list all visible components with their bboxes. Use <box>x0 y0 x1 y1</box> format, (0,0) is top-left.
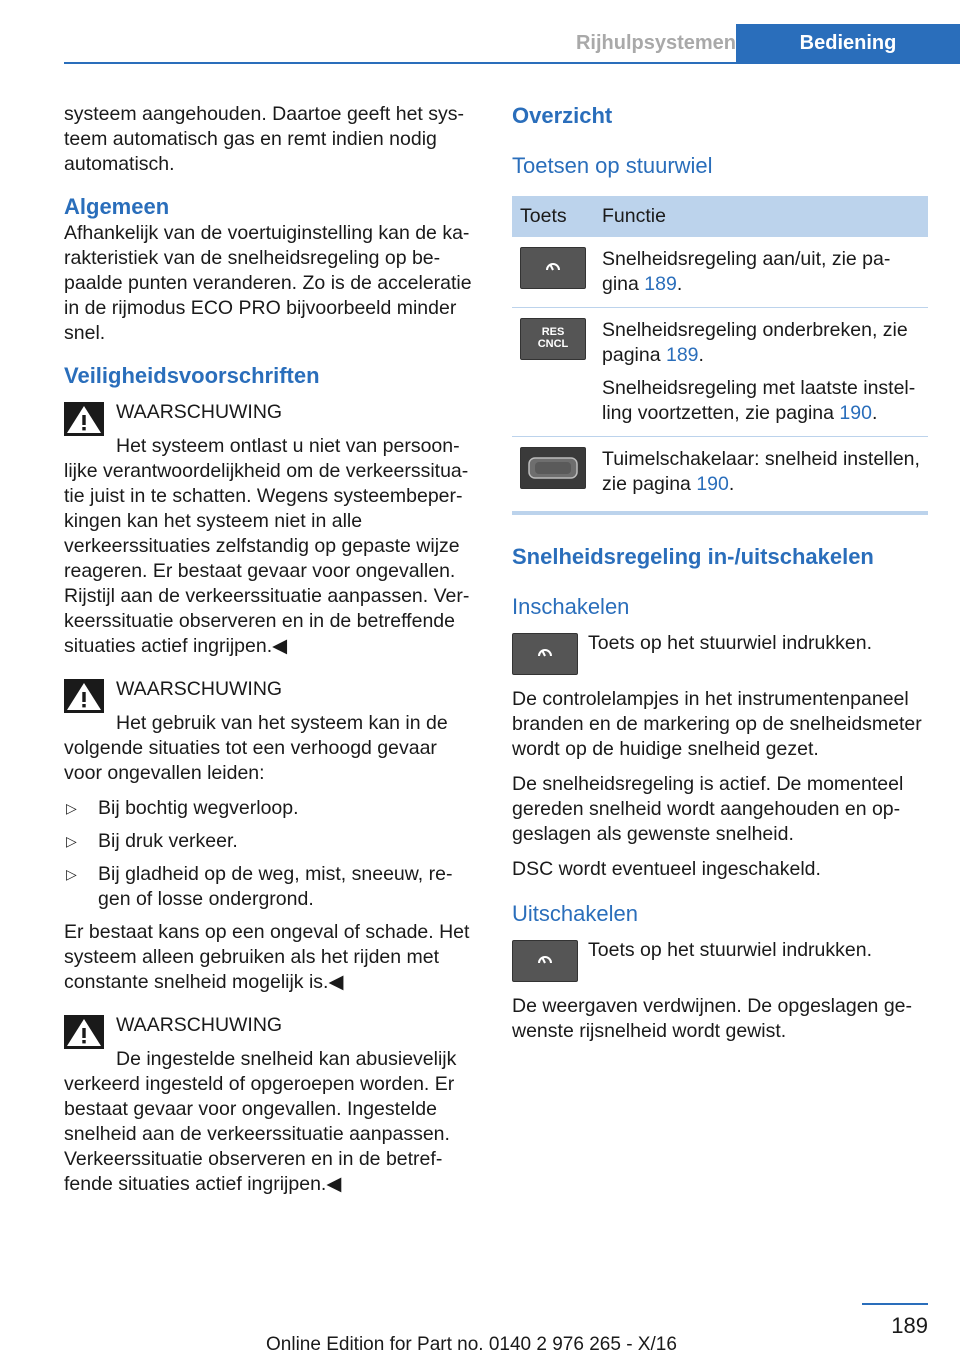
safety-heading: Veiligheidsvoorschriften <box>64 363 320 388</box>
keys-table <box>512 196 928 515</box>
function-text: Snelheidsregeling onderbreken, zie pagina <box>602 319 908 366</box>
off-key-instruction <box>512 938 928 978</box>
warning-text: De ingestelde snelheid kan abusievelijk verkeerd ingesteld of opgeroepen worden. Er bestaat gevaar voor ongevallen. Ingestelde snelheid aan de verkeerssituatie aanpassen. Verkeerssituatie observeren en in de betreffende situaties actief ingrijpen.◀ <box>64 1048 457 1195</box>
off-heading: Uitschakelen <box>512 901 638 926</box>
warning-triangle-icon <box>64 679 104 713</box>
key-cell <box>512 437 594 514</box>
page-link[interactable]: 190 <box>839 402 872 424</box>
warning-text: Het gebruik van het systeem kan in de volgende situaties tot een verhoogd gevaar voor ongevallen leiden: <box>64 712 448 784</box>
on-key-text: Toets op het stuurwiel indrukken. <box>588 632 872 654</box>
list-item-text: Bij gladheid op de weg, mist, sneeuw, regen of losse ondergrond. <box>98 863 453 910</box>
warning-text: Het systeem ontlast u niet van persoonlijke verantwoordelijkheid om de verkeerssituatie juist in te schatten. Wegens systeembeperkingen kan het systeem niet in alle verkeerssituaties zelfstandig op gepaste wijze reageren. Er bestaat gevaar voor ongevallen. Rijstijl aan de verkeerssituatie aanpassen. Verkeerssituatie observeren en in de betreffende situaties actief ingrijpen.◀ <box>64 435 470 657</box>
header-section: Rijhulpsystemen <box>575 32 736 54</box>
triangle-bullet-icon: ▷ <box>66 866 77 882</box>
function-cell <box>594 437 928 514</box>
function-text: Snelheidsregeling met laatste instelling voortzetten, zie pagina <box>602 377 916 424</box>
triangle-bullet-icon: ▷ <box>66 833 77 849</box>
page-link[interactable]: 189 <box>665 344 699 366</box>
intro-paragraph: systeem aangehouden. Daartoe geeft het systeem automatisch gas en remt indien nodig automatisch. <box>64 103 465 175</box>
cruise-control-icon <box>512 940 578 982</box>
triangle-bullet-icon: ▷ <box>66 800 77 816</box>
keys-heading: Toetsen op stuurwiel <box>512 153 713 178</box>
cruise-control-icon <box>512 633 578 675</box>
on-key-instruction <box>512 631 928 671</box>
table-row <box>512 237 928 308</box>
res-cncl-icon <box>520 318 586 360</box>
cncl-label: CNCL <box>537 338 569 350</box>
list-item-text: Bij bochtig wegverloop. <box>98 797 299 819</box>
left-column <box>64 102 478 1207</box>
punctuation: . <box>871 402 878 424</box>
general-heading: Algemeen <box>64 194 170 219</box>
warning-triangle-icon <box>64 1015 104 1049</box>
on-paragraph: DSC wordt eventueel ingeschakeld. <box>512 858 821 880</box>
list-item <box>64 862 478 912</box>
list-item-text: Bij druk verkeer. <box>98 830 238 852</box>
table-row <box>512 437 928 514</box>
right-column <box>512 102 928 1054</box>
warning-1 <box>64 400 478 440</box>
on-paragraph: De snelheidsregeling is actief. De momenteel gereden snelheid wordt aangehouden en opgeslagen als gewenste snelheid. <box>512 773 904 845</box>
warning-2 <box>64 677 478 717</box>
edition-note: Online Edition for Part no. 0140 2 976 265 - X/16 <box>266 1334 677 1355</box>
function-text: Tuimelschakelaar: snelheid instellen, zie pagina <box>602 448 920 495</box>
key-cell <box>512 237 594 308</box>
off-paragraph: De weergaven verdwijnen. De opgeslagen gewenste rijsnelheid wordt gewist. <box>512 995 913 1042</box>
footer-divider <box>862 1303 928 1305</box>
cruise-control-icon <box>520 247 586 289</box>
table-row <box>512 308 928 437</box>
rocker-switch-icon <box>520 447 586 489</box>
general-paragraph: Afhankelijk van de voertuiginstelling kan de karakteristiek van de snelheidsregeling op bepaalde punten veranderen. Zo is de acceleratie in de rijmodus ECO PRO bijvoorbeeld minder snel. <box>64 222 472 344</box>
column-header-function: Functie <box>594 196 928 237</box>
warning-title: WAARSCHUWING <box>116 1014 283 1036</box>
res-label: RES <box>541 326 565 338</box>
on-heading: Inschakelen <box>512 594 630 619</box>
key-cell <box>512 308 594 437</box>
onoff-heading: Snelheidsregeling in-/uitschakelen <box>512 544 874 569</box>
list-item <box>64 829 478 854</box>
on-paragraph: De controlelampjes in het instrumentenpaneel branden en de markering op de snelheidsmeter wordt op de huidige snelheid gezet. <box>512 688 922 760</box>
function-cell <box>594 308 928 437</box>
bullet-list <box>64 796 478 912</box>
page-link[interactable]: 190 <box>696 473 729 495</box>
table-header-row <box>512 196 928 237</box>
header-current-section: Bediening <box>736 24 960 62</box>
off-key-text: Toets op het stuurwiel indrukken. <box>588 939 872 961</box>
page-header <box>64 24 960 64</box>
page-number: 189 <box>891 1313 928 1338</box>
warning-3 <box>64 1013 478 1053</box>
page-link[interactable]: 189 <box>644 273 677 295</box>
function-cell <box>594 237 928 308</box>
punctuation: . <box>728 473 735 495</box>
after-bullets-paragraph: Er bestaat kans op een ongeval of schade. Het systeem alleen gebruiken als het rijden met constante snelheid mogelijk is.◀ <box>64 921 470 993</box>
overview-heading: Overzicht <box>512 103 613 128</box>
column-header-key: Toets <box>512 196 594 237</box>
warning-triangle-icon <box>64 402 104 436</box>
punctuation: . <box>676 273 683 295</box>
function-text: Snelheidsregeling aan/uit, zie pagina <box>602 248 891 295</box>
list-item <box>64 796 478 821</box>
punctuation: . <box>698 344 704 366</box>
warning-title: WAARSCHUWING <box>116 401 283 423</box>
warning-title: WAARSCHUWING <box>116 678 283 700</box>
